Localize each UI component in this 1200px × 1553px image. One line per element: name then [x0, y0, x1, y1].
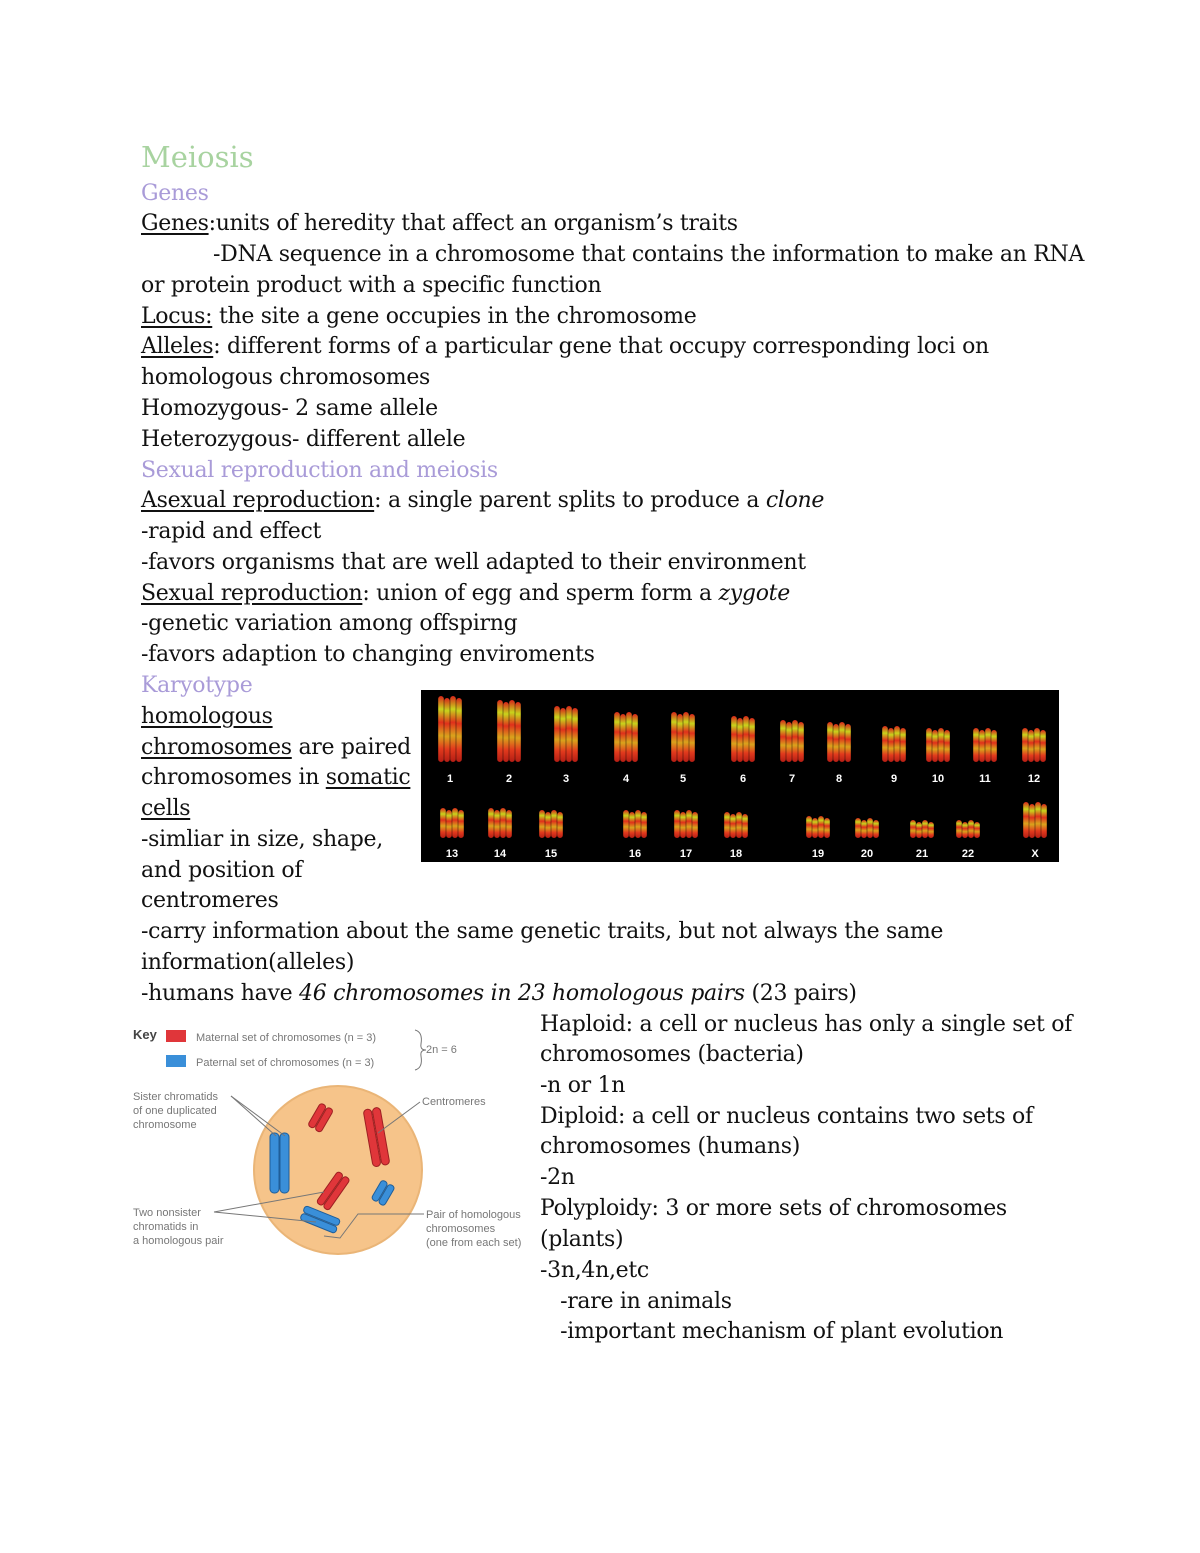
centromeres-label: Centromeres — [422, 1096, 486, 1108]
ploidy-line-3: -n or 1n — [540, 1073, 626, 1098]
ploidy-line-4: Diploid: a cell or nucleus contains two sets of — [540, 1104, 1033, 1129]
term-sexual: Sexual reproduction — [141, 581, 363, 606]
karyotype-label-6: 6 — [739, 773, 747, 785]
homologous-line-6: and position of — [141, 858, 303, 883]
maternal-label: Maternal set of chromosomes (n = 3) — [196, 1032, 377, 1044]
section-heading-karyotype: Karyotype — [141, 673, 253, 698]
alleles-definition — [141, 331, 989, 362]
nonsister-label-1: Two nonsister — [133, 1207, 201, 1219]
chromosome-pair-9 — [882, 726, 906, 762]
homologous-line-2 — [141, 732, 411, 763]
alleles-def-text: : different forms of a particular gene that occupy corresponding loci on — [213, 334, 989, 359]
chromosome-pair-X — [1023, 802, 1047, 838]
term-alleles: Alleles — [141, 334, 214, 359]
alleles-line-2: homologous chromosomes — [141, 365, 431, 390]
locus-definition — [141, 301, 696, 332]
term-chromosomes: chromosomes — [141, 735, 292, 760]
homologous-line-3-text: chromosomes in — [141, 765, 326, 790]
karyotype-label-5: 5 — [679, 773, 687, 785]
karyotype-label-15: 15 — [544, 848, 558, 860]
sister-label-1: Sister chromatids — [133, 1091, 218, 1103]
carry-line-1: -carry information about the same genetic traits, but not always the same — [141, 919, 944, 944]
karyotype-label-21: 21 — [915, 848, 929, 860]
karyotype-label-13: 13 — [445, 848, 459, 860]
homologous-line-7: centromeres — [141, 888, 279, 913]
term-somatic: somatic — [325, 765, 411, 790]
sister-leader-a — [231, 1096, 276, 1136]
humans-line — [141, 978, 857, 1009]
karyotype-label-3: 3 — [562, 773, 570, 785]
chromosome-pair-6 — [731, 716, 755, 762]
chromosome-pair-11 — [973, 728, 997, 762]
karyotype-label-X: X — [1031, 848, 1039, 860]
homologous-line-3 — [141, 762, 410, 793]
pair-label-1: Pair of homologous — [426, 1209, 521, 1221]
ploidy-line-8: (plants) — [540, 1227, 624, 1252]
term-asexual: Asexual reproduction — [141, 488, 375, 513]
homologous-line-5: -simliar in size, shape, — [141, 827, 383, 852]
karyotype-label-20: 20 — [860, 848, 874, 860]
karyotype-label-8: 8 — [835, 773, 843, 785]
homologous-line-2-text: are paired — [291, 735, 411, 760]
ploidy-line-1: Haploid: a cell or nucleus has only a single set of — [540, 1012, 1073, 1037]
karyotype-label-18: 18 — [729, 848, 743, 860]
homozygous-line: Homozygous- 2 same allele — [141, 396, 438, 421]
paternal-swatch — [166, 1055, 186, 1067]
genes-definition — [141, 208, 738, 239]
karyotype-graphic — [421, 690, 1059, 862]
asexual-definition — [141, 485, 824, 516]
genes-line-3: or protein product with a specific function — [141, 273, 602, 298]
sexual-line-2: -genetic variation among offspirng — [141, 611, 518, 636]
asexual-def-text: : a single parent splits to produce a — [374, 488, 766, 513]
pair-label-2: chromosomes — [426, 1223, 496, 1235]
maternal-swatch — [166, 1030, 186, 1042]
term-cells: cells — [141, 796, 191, 821]
brace — [415, 1030, 426, 1070]
sister-chromatids-blue — [270, 1133, 289, 1193]
pair-label-3: (one from each set) — [426, 1237, 522, 1249]
two-n-label: 2n = 6 — [426, 1044, 457, 1056]
karyotype-label-9: 9 — [890, 773, 898, 785]
chromosome-pair-16 — [623, 810, 647, 838]
chromosome-pair-14 — [488, 808, 512, 838]
sister-label-3: chromosome — [133, 1119, 197, 1131]
chromosome-pair-4 — [614, 712, 638, 762]
asexual-emphasis: clone — [765, 488, 825, 513]
ploidy-line-6: -2n — [540, 1165, 575, 1190]
karyotype-label-12: 12 — [1027, 773, 1041, 785]
sexual-emphasis: zygote — [718, 581, 790, 606]
ploidy-line-5: chromosomes (humans) — [540, 1134, 800, 1159]
sister-label-2: of one duplicated — [133, 1105, 217, 1117]
humans-text-b: (23 pairs) — [744, 981, 857, 1006]
karyotype-image — [421, 690, 1059, 862]
chromosome-pair-7 — [780, 720, 804, 762]
humans-text-a: -humans have — [141, 981, 300, 1006]
karyotype-label-4: 4 — [622, 773, 630, 785]
chromosome-pair-13 — [440, 808, 464, 838]
locus-def-text: the site a gene occupies in the chromosome — [212, 304, 697, 329]
chromosome-pair-22 — [956, 820, 980, 838]
section-heading-genes: Genes — [141, 181, 209, 206]
chromosome-pair-10 — [926, 728, 950, 762]
carry-line-2: information(alleles) — [141, 950, 355, 975]
section-heading-sexual: Sexual reproduction and meiosis — [141, 458, 498, 483]
chromosome-pair-5 — [671, 712, 695, 762]
homologous-line-1 — [141, 701, 273, 732]
chromosome-pair-8 — [827, 722, 851, 762]
karyotype-label-22: 22 — [961, 848, 975, 860]
chromosome-set-diagram — [128, 1022, 540, 1262]
karyotype-label-16: 16 — [628, 848, 642, 860]
sexual-def-text: : union of egg and sperm form a — [362, 581, 719, 606]
genes-line-2: -DNA sequence in a chromosome that contains the information to make an RNA — [213, 242, 1085, 267]
chromosome-pair-20 — [855, 818, 879, 838]
chromosome-pair-17 — [674, 810, 698, 838]
asexual-line-3: -favors organisms that are well adapted to their environment — [141, 550, 806, 575]
asexual-line-2: -rapid and effect — [141, 519, 322, 544]
page-title: Meiosis — [141, 140, 254, 174]
sexual-definition — [141, 578, 790, 609]
karyotype-label-14: 14 — [493, 848, 507, 860]
term-homologous: homologous — [141, 704, 273, 729]
chromosome-diagram-graphic — [128, 1022, 540, 1262]
karyotype-label-1: 1 — [446, 773, 454, 785]
chromosome-pair-2 — [497, 700, 521, 762]
paternal-label: Paternal set of chromosomes (n = 3) — [196, 1057, 375, 1069]
karyotype-label-17: 17 — [679, 848, 693, 860]
key-label: Key — [133, 1027, 157, 1042]
sexual-line-3: -favors adaption to changing enviroments — [141, 642, 595, 667]
chromosome-pair-15 — [539, 810, 563, 838]
term-genes: Genes — [141, 211, 209, 236]
karyotype-label-7: 7 — [788, 773, 796, 785]
chromosome-pair-18 — [724, 812, 748, 838]
heterozygous-line: Heterozygous- different allele — [141, 427, 466, 452]
ploidy-line-9: -3n,4n,etc — [540, 1258, 649, 1283]
ploidy-line-2: chromosomes (bacteria) — [540, 1042, 804, 1067]
chromosome-pair-1 — [438, 696, 462, 762]
humans-emphasis: 46 chromosomes in 23 homologous pairs — [299, 981, 745, 1006]
karyotype-label-11: 11 — [979, 773, 991, 785]
chromosome-pair-21 — [910, 820, 934, 838]
chromosome-pair-12 — [1022, 728, 1046, 762]
nonsister-label-2: chromatids in — [133, 1221, 199, 1233]
karyotype-label-19: 19 — [811, 848, 825, 860]
genes-def-text: :units of heredity that affect an organism’s traits — [208, 211, 738, 236]
chromosome-pair-19 — [806, 816, 830, 838]
ploidy-line-10: -rare in animals — [540, 1289, 732, 1314]
nonsister-label-3: a homologous pair — [133, 1235, 224, 1247]
homologous-line-4 — [141, 793, 190, 824]
chromosome-pair-3 — [554, 706, 578, 762]
ploidy-line-7: Polyploidy: 3 or more sets of chromosomes — [540, 1196, 1007, 1221]
term-locus: Locus: — [141, 304, 213, 329]
ploidy-line-11: -important mechanism of plant evolution — [540, 1319, 1004, 1344]
karyotype-label-10: 10 — [931, 773, 945, 785]
karyotype-label-2: 2 — [505, 773, 513, 785]
